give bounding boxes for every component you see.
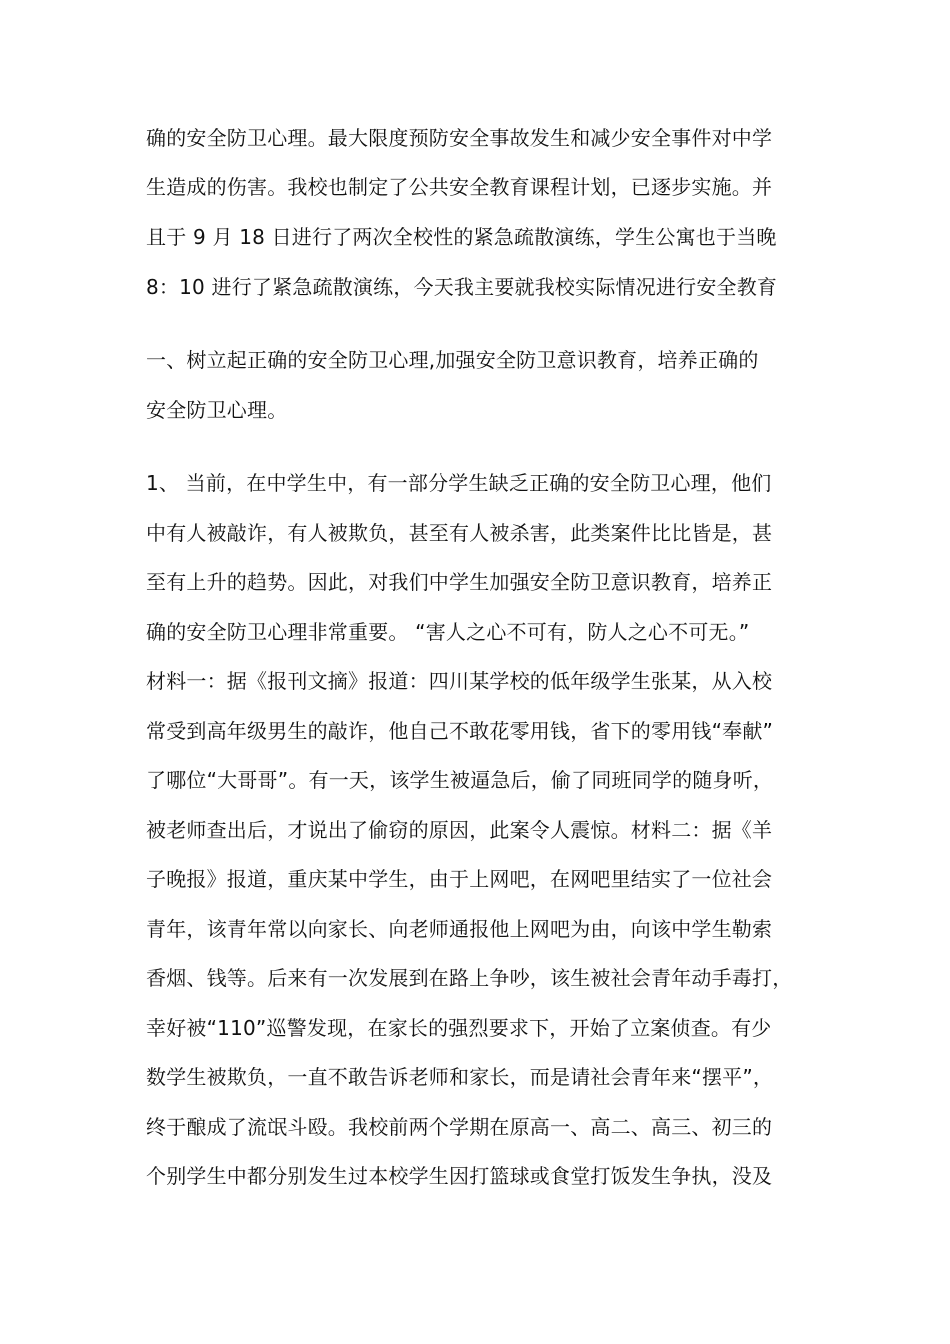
text-line: 生造成的伤害。我校也制定了公共安全教育课程计划，已逐步实施。并 (146, 175, 773, 199)
section-heading-line: 一、树立起正确的安全防卫心理,加强安全防卫意识教育，培养正确的 (146, 348, 759, 372)
text-line: 了哪位“大哥哥”。有一天，该学生被逼急后，偷了同班同学的随身听， (146, 768, 774, 792)
text-line: 8：10 进行了紧急疏散演练，今天我主要就我校实际情况进行安全教育 (146, 275, 778, 299)
text-line: 个别学生中都分别发生过本校学生因打篮球或食堂打饭发生争执，没及 (146, 1164, 773, 1188)
text-line: 中有人被敲诈，有人被欺负，甚至有人被杀害，此类案件比比皆是，甚 (146, 521, 773, 545)
text-line: 至有上升的趋势。因此，对我们中学生加强安全防卫意识教育，培养正 (146, 570, 773, 594)
text-line: 确的安全防卫心理非常重要。 “害人之心不可有，防人之心不可无。” (146, 620, 750, 644)
text-line: 终于酿成了流氓斗殴。我校前两个学期在原高一、高二、高三、初三的 (146, 1115, 773, 1139)
text-line: 青年，该青年常以向家长、向老师通报他上网吧为由，向该中学生勒索 (146, 917, 773, 941)
text-line: 且于 9 月 18 日进行了两次全校性的紧急疏散演练，学生公寓也于当晚 (146, 225, 777, 249)
section-heading-line: 安全防卫心理。 (146, 398, 288, 422)
text-line: 子晚报》报道，重庆某中学生，由于上网吧，在网吧里结实了一位社会 (146, 867, 773, 891)
text-line: 数学生被欺负，一直不敢告诉老师和家长，而是请社会青年来“摆平”， (146, 1065, 774, 1089)
text-line: 常受到高年级男生的敲诈，他自己不敢花零用钱，省下的零用钱“奉献” (146, 719, 774, 743)
text-line: 1、 当前，在中学生中，有一部分学生缺乏正确的安全防卫心理，他们 (146, 471, 772, 495)
text-line: 被老师查出后，才说出了偷窃的原因，此案令人震惊。材料二：据《羊 (146, 818, 773, 842)
text-line: 材料一：据《报刊文摘》报道：四川某学校的低年级学生张某，从入校 (146, 669, 773, 693)
text-line: 确的安全防卫心理。最大限度预防安全事故发生和减少安全事件对中学 (146, 126, 773, 150)
text-line: 幸好被“110”巡警发现，在家长的强烈要求下，开始了立案侦查。有少 (146, 1016, 772, 1040)
text-line: 香烟、钱等。后来有一次发展到在路上争吵，该生被社会青年动手毒打， (146, 966, 793, 990)
